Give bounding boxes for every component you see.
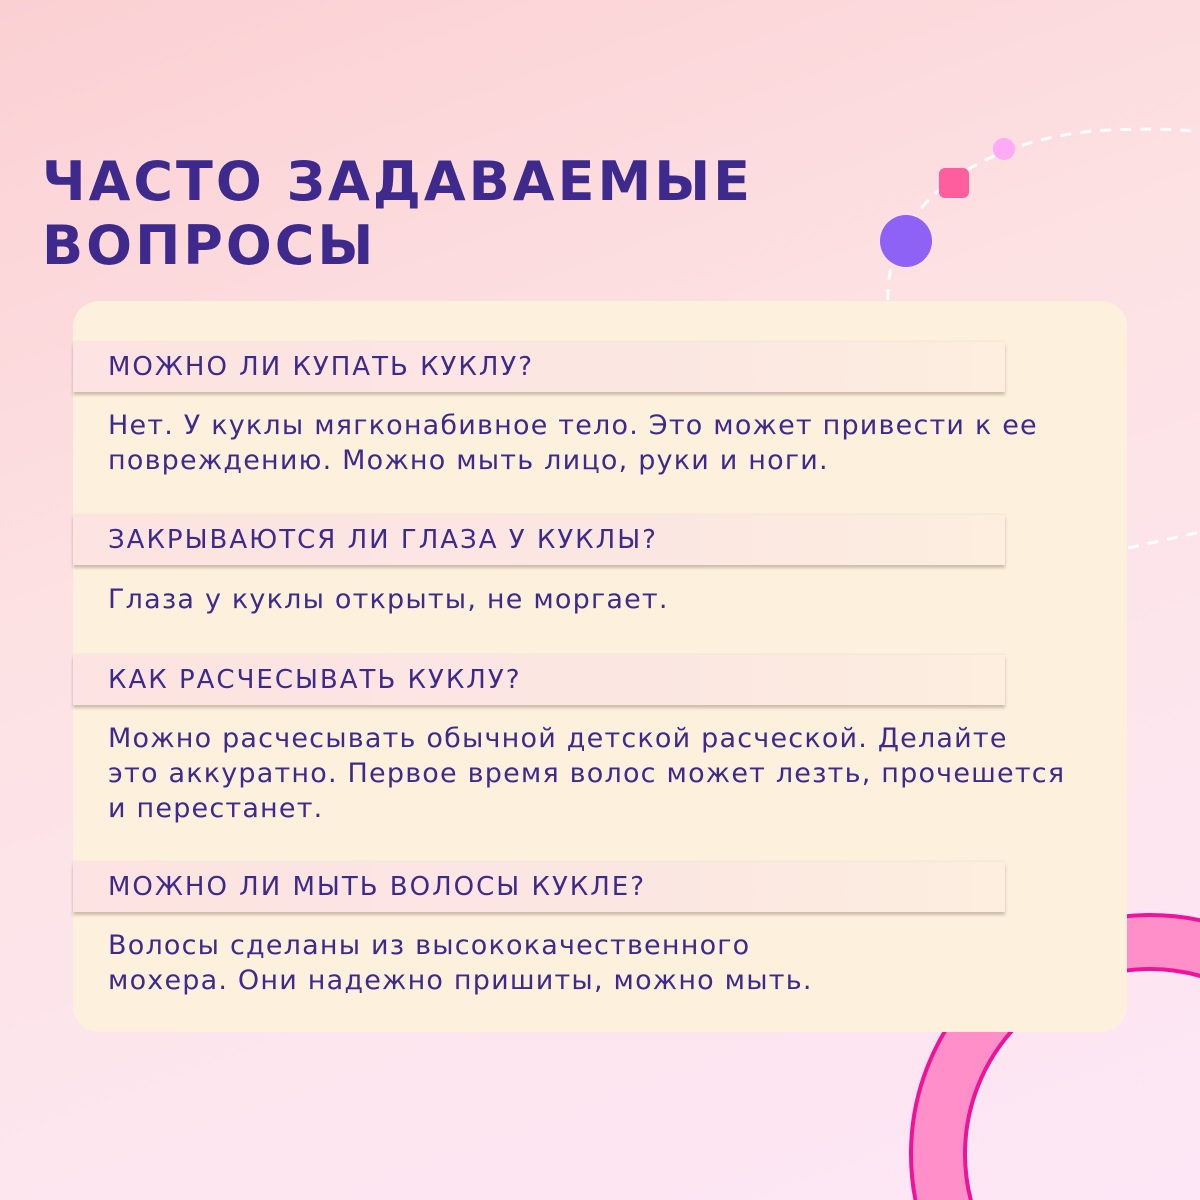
faq-answer-line: Волосы сделаны из высококачественного: [108, 930, 751, 961]
faq-answer-line: Нет. У куклы мягконабивное тело. Это может привести к ее: [108, 410, 1038, 441]
faq-question-bar: [73, 342, 1005, 392]
faq-answer-line: Можно расчесывать обычной детской расческой. Делайте: [108, 723, 1008, 754]
faq-answer: [108, 408, 1038, 478]
pink-square-decoration: [939, 168, 969, 198]
faq-answer: [108, 928, 813, 998]
page-title-line-1: ЧАСТО ЗАДАВАЕМЫЕ: [42, 150, 754, 213]
faq-question-bar: [73, 515, 1005, 565]
faq-question: ЗАКРЫВАЮТСЯ ЛИ ГЛАЗА У КУКЛЫ?: [108, 525, 658, 555]
faq-answer-line: и перестанет.: [108, 793, 324, 824]
faq-answer: [108, 582, 669, 617]
dashed-line-decoration: [1128, 532, 1200, 548]
faq-answer-line: Глаза у куклы открыты, не моргает.: [108, 584, 669, 615]
page-title: [42, 150, 753, 278]
faq-question: КАК РАСЧЕСЫВАТЬ КУКЛУ?: [108, 665, 522, 695]
dashed-arc-decoration: [888, 129, 1200, 300]
small-pink-dot-decoration: [993, 138, 1015, 160]
faq-question-bar: [73, 862, 1005, 912]
page-title-line-2: ВОПРОСЫ: [42, 214, 377, 277]
faq-answer: [108, 721, 1065, 826]
faq-question-bar: [73, 655, 1005, 705]
purple-circle-decoration: [880, 215, 932, 267]
faq-answer-line: повреждению. Можно мыть лицо, руки и ноги.: [108, 445, 829, 476]
faq-answer-line: это аккуратно. Первое время волос может лезть, прочешется: [108, 758, 1066, 789]
faq-answer-line: мохера. Они надежно пришиты, можно мыть.: [108, 965, 813, 996]
faq-question: МОЖНО ЛИ МЫТЬ ВОЛОСЫ КУКЛЕ?: [108, 872, 647, 902]
faq-question: МОЖНО ЛИ КУПАТЬ КУКЛУ?: [108, 352, 535, 382]
